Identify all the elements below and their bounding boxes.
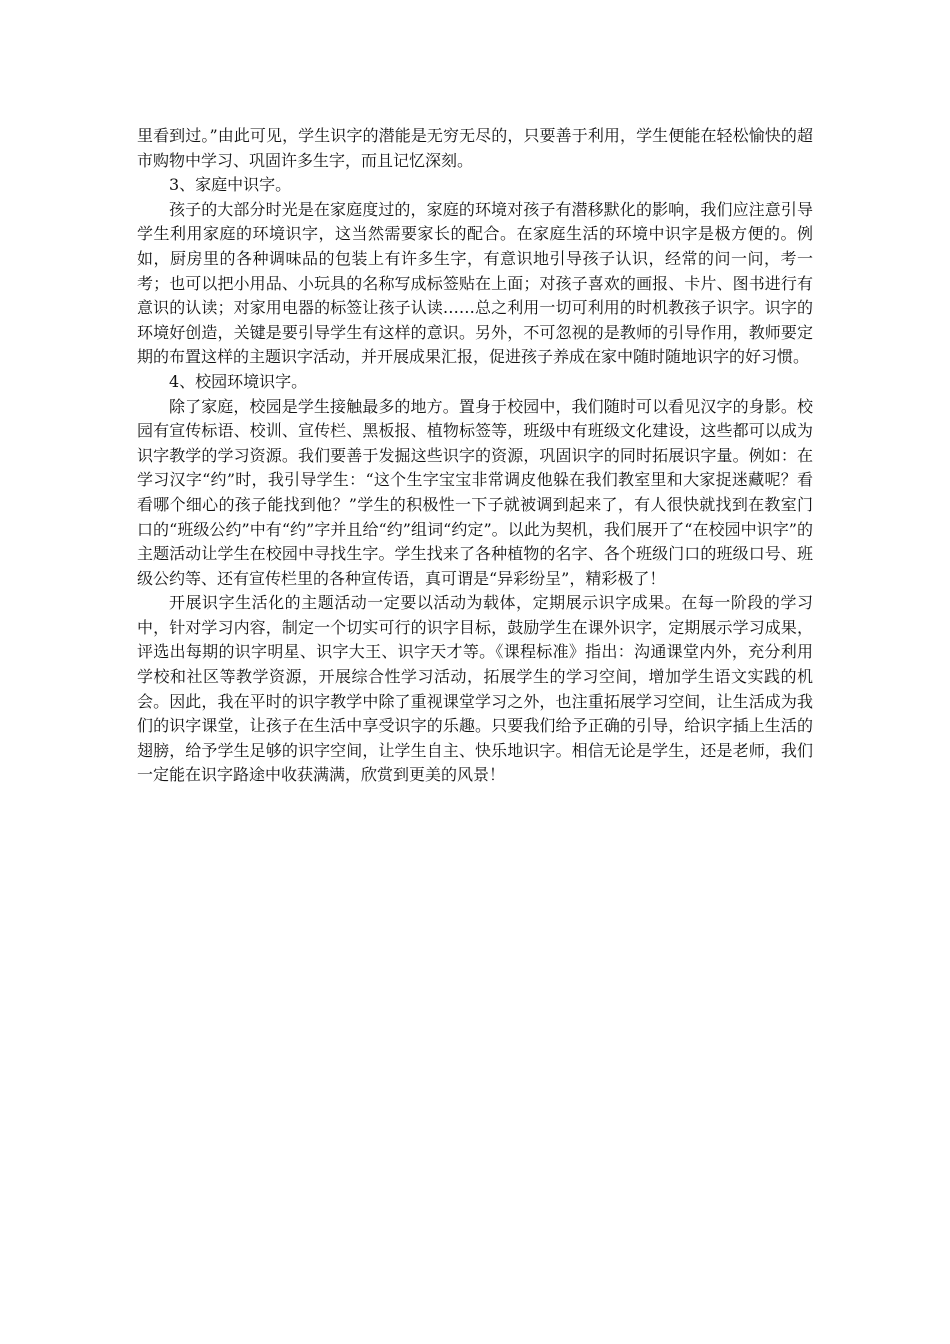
- document-body: [137, 124, 813, 788]
- section-heading-campus: 4、校园环境识字。: [169, 371, 308, 391]
- paragraph-home-literacy: 孩子的大部分时光是在家庭度过的，家庭的环境对孩子有潜移默化的影响，我们应注意引导学生利用家庭的环境识字，这当然需要家长的配合。在家庭生活的环境中识字是极方便的。例如，厨房里的各种调味品的包装上有许多生字，有意识地引导孩子认识，经常的问一问，考一考；也可以把小用品、小玩具的名称写成标签贴在上面；对孩子喜欢的画报、卡片、图书进行有意识的认读；对家用电器的标签让孩子认读……总之利用一切可利用的时机教孩子识字。识字的环境好创造，关键是要引导学生有这样的意识。另外，不可忽视的是教师的引导作用，教师要定期的布置这样的主题识字活动，并开展成果汇报，促进孩子养成在家中随时随地识字的好习惯。: [137, 199, 813, 367]
- section-heading-home: 3、家庭中识字。: [169, 175, 292, 195]
- paragraph-conclusion: 开展识字生活化的主题活动一定要以活动为载体，定期展示识字成果。在每一阶段的学习中，针对学习内容，制定一个切实可行的识字目标，鼓励学生在课外识字，定期展示学习成果，评选出每期的识字明星、识字大王、识字天才等。《课程标准》指出：沟通课堂内外，充分利用学校和社区等教学资源，开展综合性学习活动，拓展学生的学习空间，增加学生语文实践的机会。因此，我在平时的识字教学中除了重视课堂学习之外，也注重拓展学习空间，让生活成为我们的识字课堂，让孩子在生活中享受识字的乐趣。只要我们给予正确的引导，给识字插上生活的翅膀，给予学生足够的识字空间，让学生自主、快乐地识字。相信无论是学生，还是老师，我们一定能在识字路途中收获满满，欣赏到更美的风景！: [137, 593, 813, 785]
- paragraph-campus-literacy: 除了家庭，校园是学生接触最多的地方。置身于校园中，我们随时可以看见汉字的身影。校园有宣传标语、校训、宣传栏、黑板报、植物标签等，班级中有班级文化建设，这些都可以成为识字教学的学习资源。我们要善于发掘这些识字的资源，巩固识字的同时拓展识字量。例如：在学习汉字“约”时，我引导学生：“这个生字宝宝非常调皮他躲在我们教室里和大家捉迷藏呢？看看哪个细心的孩子能找到他？”学生的积极性一下子就被调到起来了，有人很快就找到在教室门口的“班级公约”中有“约”字并且给“约”组词“约定”。以此为契机，我们展开了“在校园中识字”的主题活动让学生在校园中寻找生字。学生找来了各种植物的名字、各个班级门口的班级口号、班级公约等、还有宣传栏里的各种宣传语，真可谓是“异彩纷呈”，精彩极了！: [137, 396, 813, 588]
- paragraph-continuation: 里看到过。”由此可见，学生识字的潜能是无穷无尽的，只要善于利用，学生便能在轻松愉快的超市购物中学习、巩固许多生字，而且记忆深刻。: [137, 126, 813, 170]
